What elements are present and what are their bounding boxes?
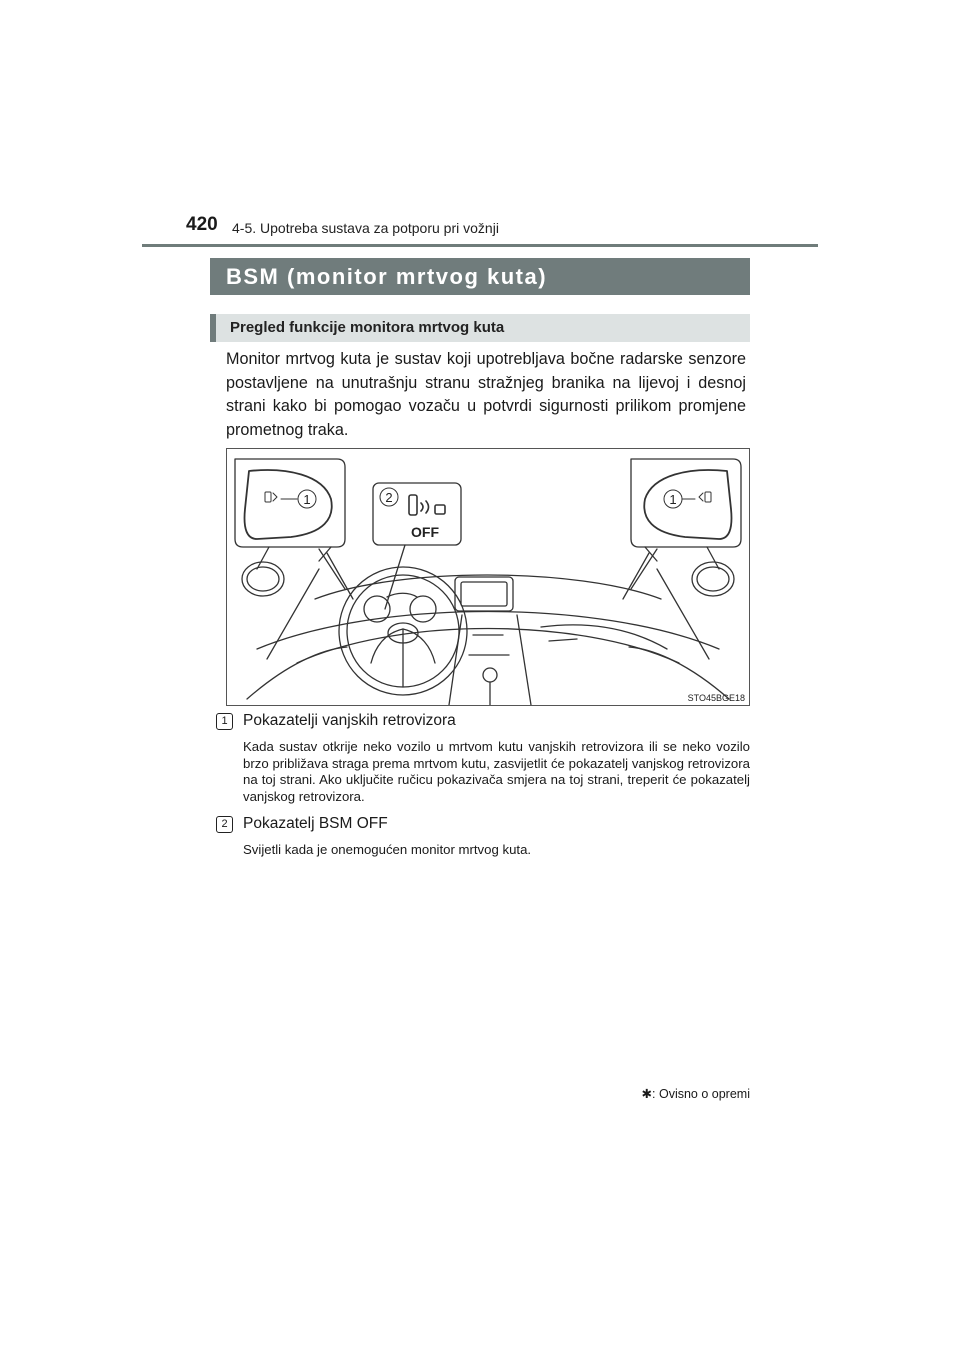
item-description: Svijetli kada je onemogućen monitor mrtvog kuta.: [243, 842, 532, 857]
item-number-badge: 2: [216, 816, 233, 833]
item-title: Pokazatelj BSM OFF: [243, 815, 388, 832]
dashboard-illustration: [226, 448, 750, 706]
chapter-title: 4-5. Upotreba sustava za potporu pri vožnji: [232, 220, 499, 236]
list-item: [216, 712, 750, 805]
footnote: ✱: Ovisno o opremi: [641, 1087, 750, 1101]
callout-number-center: 2: [385, 490, 393, 505]
subsection-title: Pregled funkcije monitora mrtvog kuta: [210, 314, 750, 342]
page-number: 420: [186, 214, 218, 235]
callout-marker-center: [380, 488, 398, 506]
callout-marker-left: [298, 490, 316, 508]
item-description: Kada sustav otkrije neko vozilo u mrtvom kutu vanjskih retrovizora ili se neko vozilo brzo približava straga prema mrtvom kutu, zasvijetlit će pokazatelj vanjskog retrovizora na toj strani. Ako uključite ručicu pokazivača smjera na toj strani, treperit će pokazatelj vanjskog retrovizora.: [243, 739, 750, 804]
item-title: Pokazatelji vanjskih retrovizora: [243, 712, 456, 729]
item-number-badge: 1: [216, 713, 233, 730]
section-title: BSM (monitor mrtvog kuta): [210, 258, 750, 295]
intro-paragraph: Monitor mrtvog kuta je sustav koji upotrebljava bočne radarske senzore postavljene na unutrašnju stranu stražnjeg branika na lijevoj i desnoj strani kako bi pomogao vozaču u potvrdi sigurnosti prilikom promjene prometnog traka.: [226, 350, 746, 439]
callout-marker-right: [664, 490, 682, 508]
figure-code: STO45BGE18: [687, 693, 745, 703]
header-divider: [142, 244, 818, 247]
off-label: OFF: [411, 524, 439, 540]
callout-number-left: 1: [303, 492, 311, 507]
callout-number-right: 1: [669, 492, 677, 507]
shift-knob: [483, 668, 497, 682]
list-item: [216, 815, 750, 859]
